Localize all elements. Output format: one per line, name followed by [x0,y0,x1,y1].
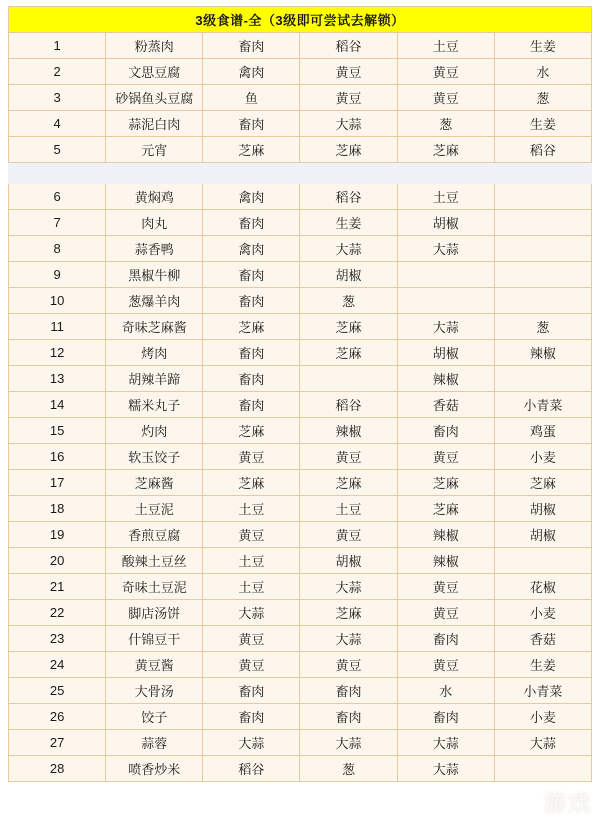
row-index: 10 [9,288,106,314]
ingredient-cell: 生姜 [300,210,397,236]
row-index: 26 [9,704,106,730]
ingredient-cell: 鱼 [203,85,300,111]
ingredient-cell: 畜肉 [203,340,300,366]
row-index: 7 [9,210,106,236]
row-index: 2 [9,59,106,85]
ingredient-cell [494,366,591,392]
row-index: 4 [9,111,106,137]
row-index: 23 [9,626,106,652]
recipe-name: 酸辣土豆丝 [106,548,203,574]
row-index: 20 [9,548,106,574]
recipe-name: 蒜蓉 [106,730,203,756]
section-separator [9,163,592,184]
ingredient-cell: 畜肉 [397,418,494,444]
ingredient-cell: 畜肉 [203,111,300,137]
table-row [9,496,592,522]
ingredient-cell: 土豆 [203,496,300,522]
table-row [9,392,592,418]
ingredient-cell: 土豆 [397,184,494,210]
ingredient-cell: 大蒜 [203,600,300,626]
ingredient-cell: 大蒜 [300,111,397,137]
ingredient-cell: 黄豆 [300,522,397,548]
ingredient-cell: 小麦 [494,600,591,626]
ingredient-cell: 辣椒 [397,366,494,392]
table-row [9,600,592,626]
ingredient-cell: 芝麻 [300,470,397,496]
recipe-name: 烤肉 [106,340,203,366]
ingredient-cell: 黄豆 [300,59,397,85]
ingredient-cell: 土豆 [203,548,300,574]
table-row [9,262,592,288]
ingredient-cell: 香菇 [397,392,494,418]
ingredient-cell: 生姜 [494,652,591,678]
ingredient-cell: 畜肉 [203,704,300,730]
recipe-name: 蒜香鸭 [106,236,203,262]
table-row [9,704,592,730]
ingredient-cell: 禽肉 [203,184,300,210]
ingredient-cell: 芝麻 [300,314,397,340]
ingredient-cell: 大蒜 [300,730,397,756]
ingredient-cell: 芝麻 [203,418,300,444]
ingredient-cell: 稻谷 [203,756,300,782]
recipe-name: 黑椒牛柳 [106,262,203,288]
row-index: 18 [9,496,106,522]
ingredient-cell: 鸡蛋 [494,418,591,444]
recipe-name: 黄焖鸡 [106,184,203,210]
recipe-name: 什锦豆干 [106,626,203,652]
ingredient-cell [494,236,591,262]
ingredient-cell: 黄豆 [300,652,397,678]
ingredient-cell: 芝麻 [203,137,300,163]
ingredient-cell: 黄豆 [397,85,494,111]
ingredient-cell: 花椒 [494,574,591,600]
row-index: 8 [9,236,106,262]
ingredient-cell: 芝麻 [300,137,397,163]
ingredient-cell: 大蒜 [397,756,494,782]
table-row [9,137,592,163]
ingredient-cell: 土豆 [397,33,494,59]
recipe-name: 糯米丸子 [106,392,203,418]
ingredient-cell: 稻谷 [300,184,397,210]
ingredient-cell: 畜肉 [300,704,397,730]
recipe-name: 大骨汤 [106,678,203,704]
ingredient-cell: 小青菜 [494,392,591,418]
recipe-name: 脚店汤饼 [106,600,203,626]
ingredient-cell: 黄豆 [203,522,300,548]
ingredient-cell: 黄豆 [397,444,494,470]
row-index: 6 [9,184,106,210]
ingredient-cell: 畜肉 [397,704,494,730]
ingredient-cell [494,548,591,574]
ingredient-cell: 黄豆 [397,652,494,678]
table-row [9,111,592,137]
ingredient-cell: 畜肉 [397,626,494,652]
ingredient-cell [494,756,591,782]
ingredient-cell: 生姜 [494,111,591,137]
row-index: 13 [9,366,106,392]
recipe-name: 胡辣羊蹄 [106,366,203,392]
ingredient-cell: 葱 [300,756,397,782]
recipe-name: 香煎豆腐 [106,522,203,548]
ingredient-cell: 胡椒 [300,548,397,574]
recipe-name: 粉蒸肉 [106,33,203,59]
table-row [9,184,592,210]
ingredient-cell: 辣椒 [300,418,397,444]
ingredient-cell: 黄豆 [300,85,397,111]
recipe-name: 奇味芝麻酱 [106,314,203,340]
ingredient-cell: 辣椒 [494,340,591,366]
ingredient-cell: 大蒜 [397,314,494,340]
recipe-name: 黄豆酱 [106,652,203,678]
table-row [9,470,592,496]
ingredient-cell [494,184,591,210]
ingredient-cell: 稻谷 [300,392,397,418]
ingredient-cell [494,262,591,288]
ingredient-cell [494,210,591,236]
recipe-name: 肉丸 [106,210,203,236]
row-index: 21 [9,574,106,600]
row-index: 12 [9,340,106,366]
table-row [9,678,592,704]
ingredient-cell: 生姜 [494,33,591,59]
ingredient-cell: 葱 [494,85,591,111]
ingredient-cell: 胡椒 [397,340,494,366]
ingredient-cell: 畜肉 [203,392,300,418]
row-index: 9 [9,262,106,288]
row-index: 25 [9,678,106,704]
ingredient-cell: 大蒜 [203,730,300,756]
ingredient-cell: 黄豆 [300,444,397,470]
ingredient-cell: 小麦 [494,444,591,470]
table-row [9,85,592,111]
table-row [9,340,592,366]
recipe-name: 文思豆腐 [106,59,203,85]
ingredient-cell: 大蒜 [494,730,591,756]
row-index: 17 [9,470,106,496]
table-row [9,730,592,756]
table-row [9,626,592,652]
recipe-name: 芝麻酱 [106,470,203,496]
ingredient-cell: 芝麻 [397,496,494,522]
recipe-name: 葱爆羊肉 [106,288,203,314]
ingredient-cell: 辣椒 [397,548,494,574]
ingredient-cell: 芝麻 [203,470,300,496]
ingredient-cell [300,366,397,392]
ingredient-cell: 葱 [300,288,397,314]
ingredient-cell: 畜肉 [203,678,300,704]
row-index: 3 [9,85,106,111]
ingredient-cell: 大蒜 [397,730,494,756]
recipe-name: 奇味土豆泥 [106,574,203,600]
ingredient-cell: 芝麻 [397,470,494,496]
ingredient-cell: 葱 [397,111,494,137]
row-index: 28 [9,756,106,782]
ingredient-cell: 黄豆 [397,59,494,85]
ingredient-cell: 水 [397,678,494,704]
ingredient-cell: 小青菜 [494,678,591,704]
recipe-name: 软玉饺子 [106,444,203,470]
ingredient-cell: 大蒜 [300,236,397,262]
ingredient-cell: 胡椒 [494,496,591,522]
ingredient-cell: 黄豆 [397,574,494,600]
row-index: 11 [9,314,106,340]
ingredient-cell: 黄豆 [203,444,300,470]
table-row [9,288,592,314]
ingredient-cell: 畜肉 [203,262,300,288]
ingredient-cell: 胡椒 [300,262,397,288]
ingredient-cell: 黄豆 [203,626,300,652]
recipe-name: 元宵 [106,137,203,163]
ingredient-cell: 芝麻 [203,314,300,340]
row-index: 22 [9,600,106,626]
recipe-name: 喷香炒米 [106,756,203,782]
ingredient-cell [397,288,494,314]
ingredient-cell: 土豆 [300,496,397,522]
ingredient-cell: 大蒜 [300,626,397,652]
ingredient-cell: 禽肉 [203,59,300,85]
row-index: 1 [9,33,106,59]
row-index: 27 [9,730,106,756]
row-index: 19 [9,522,106,548]
row-index: 15 [9,418,106,444]
ingredient-cell: 芝麻 [300,600,397,626]
table-row [9,314,592,340]
table-row [9,574,592,600]
row-index: 5 [9,137,106,163]
section-separator-cell [9,163,592,184]
recipe-name: 砂锅鱼头豆腐 [106,85,203,111]
ingredient-cell: 稻谷 [494,137,591,163]
table-row [9,59,592,85]
ingredient-cell: 黄豆 [397,600,494,626]
ingredient-cell [397,262,494,288]
table-row [9,548,592,574]
table-row [9,236,592,262]
table-row [9,756,592,782]
ingredient-cell [494,288,591,314]
table-title-row [9,7,592,33]
ingredient-cell: 畜肉 [300,678,397,704]
table-row [9,522,592,548]
ingredient-cell: 芝麻 [300,340,397,366]
ingredient-cell: 水 [494,59,591,85]
ingredient-cell: 土豆 [203,574,300,600]
ingredient-cell: 芝麻 [397,137,494,163]
ingredient-cell: 畜肉 [203,33,300,59]
table-row [9,418,592,444]
ingredient-cell: 芝麻 [494,470,591,496]
table-row [9,366,592,392]
ingredient-cell: 香菇 [494,626,591,652]
recipe-name: 灼肉 [106,418,203,444]
recipe-name: 蒜泥白肉 [106,111,203,137]
ingredient-cell: 胡椒 [397,210,494,236]
ingredient-cell: 禽肉 [203,236,300,262]
page-title: 3级食谱-全（3级即可尝试去解锁） [9,7,592,33]
ingredient-cell: 小麦 [494,704,591,730]
row-index: 14 [9,392,106,418]
table-row [9,210,592,236]
table-row [9,652,592,678]
ingredient-cell: 葱 [494,314,591,340]
row-index: 16 [9,444,106,470]
recipe-table [8,6,592,782]
watermark: 游戏 [543,791,592,816]
table-row [9,33,592,59]
row-index: 24 [9,652,106,678]
recipe-table-body [9,7,592,782]
ingredient-cell: 畜肉 [203,210,300,236]
ingredient-cell: 大蒜 [300,574,397,600]
ingredient-cell: 畜肉 [203,288,300,314]
table-row [9,444,592,470]
recipe-name: 土豆泥 [106,496,203,522]
ingredient-cell: 大蒜 [397,236,494,262]
ingredient-cell: 黄豆 [203,652,300,678]
ingredient-cell: 畜肉 [203,366,300,392]
recipe-name: 饺子 [106,704,203,730]
ingredient-cell: 胡椒 [494,522,591,548]
ingredient-cell: 辣椒 [397,522,494,548]
ingredient-cell: 稻谷 [300,33,397,59]
